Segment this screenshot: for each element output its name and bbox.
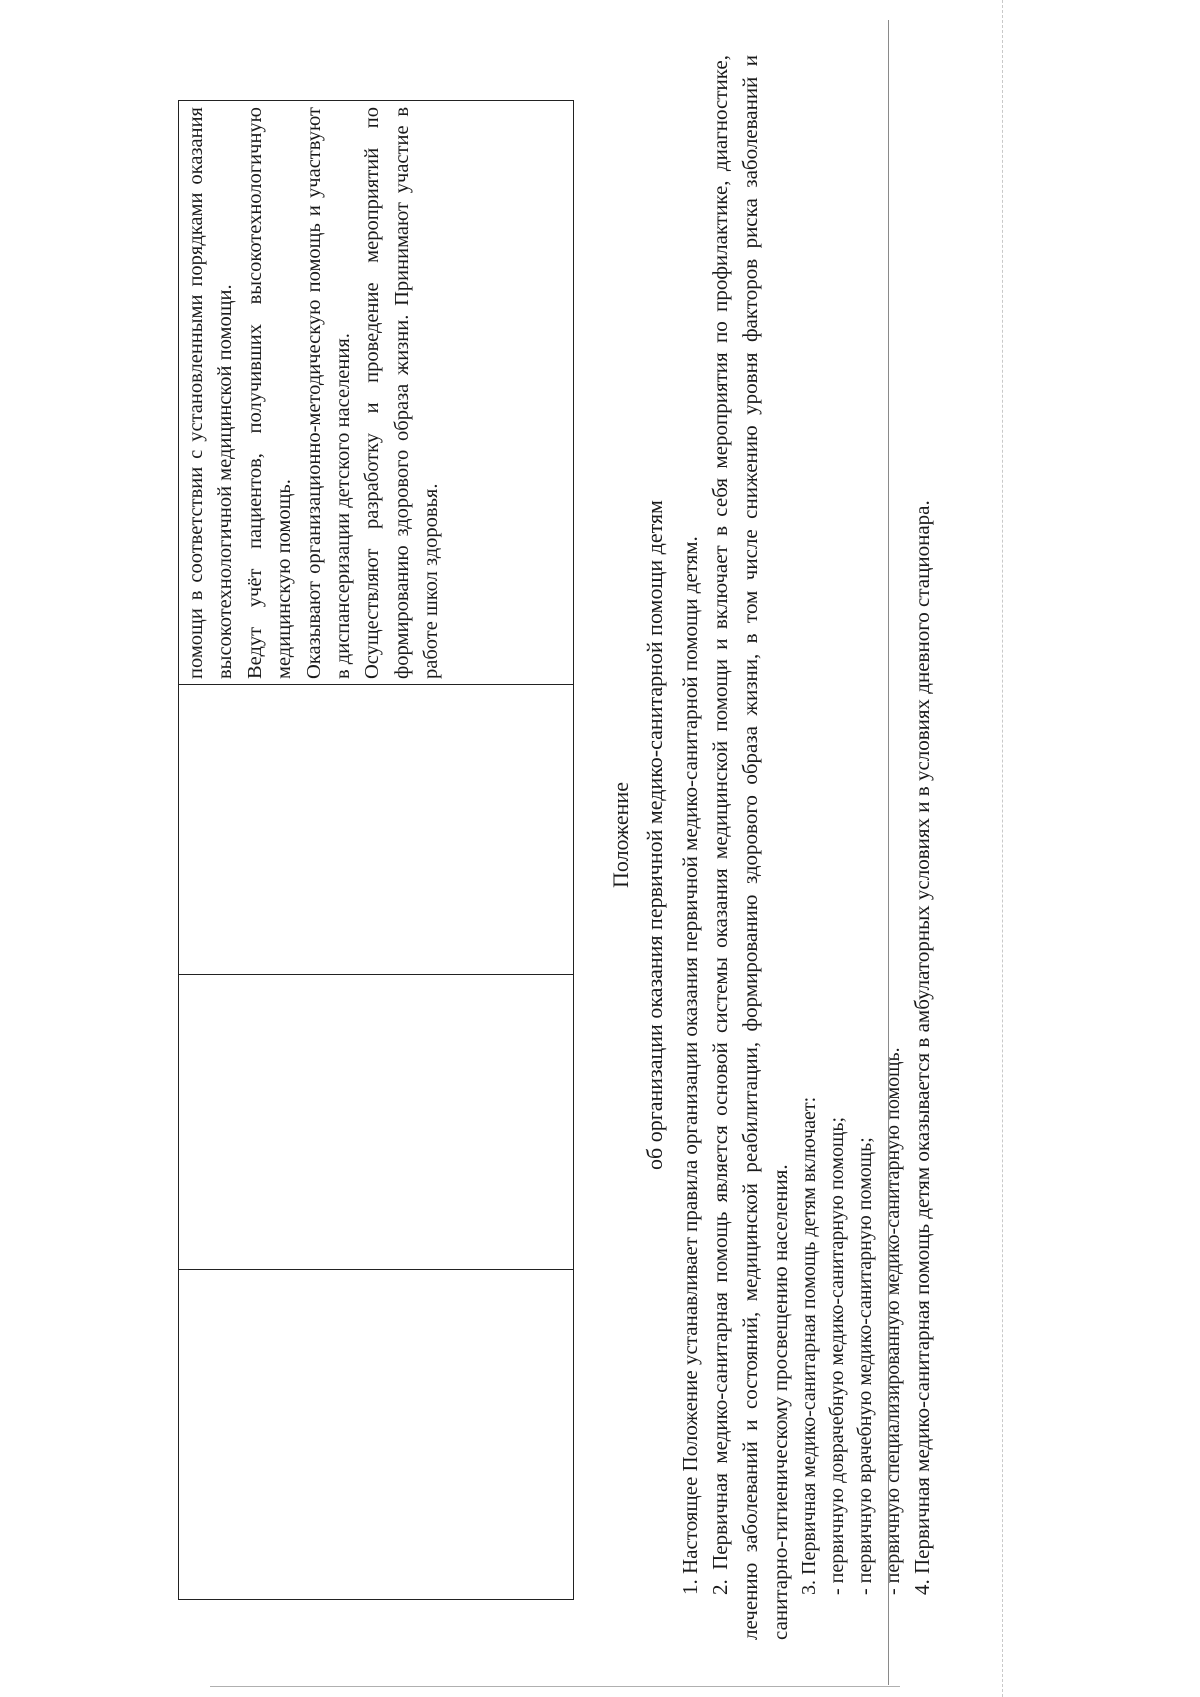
list-item: - первичную специализированную медико-санитарную помощь. xyxy=(882,1047,904,1595)
document-title: Положение xyxy=(608,782,633,889)
table-cell-text: Ведут учёт пациентов, получивших высокотехнологичную медицинскую помощь. xyxy=(243,107,296,679)
paragraph-2: 2. Первичная медико-санитарная помощь является основой системы оказания медицинской помощи и включает в себя мероприятия по профилактике, диагностике, лечению заболеваний и состояний, медицинской реабилитации, формированию здорового образа жизни, в том числе снижению уровня факторов риска заболеваний и санитарно-гигиеническому просвещению населения. xyxy=(708,55,792,1640)
list-item: - первичную доврачебную медико-санитарную помощь; xyxy=(826,1116,848,1595)
paragraph-3: 3. Первичная медико-санитарная помощь детям включает: xyxy=(798,1096,820,1595)
table-cell-empty-2 xyxy=(179,974,573,1269)
list-item: - первичную врачебную медико-санитарную помощь; xyxy=(854,1137,876,1595)
scan-artifact-dashed-line xyxy=(1002,0,1003,1697)
document-body xyxy=(675,55,937,1640)
table-cell-empty-1 xyxy=(179,1269,573,1599)
table-cell-empty-3 xyxy=(179,684,573,974)
table-cell-text: Оказывают организационно-методическую помощь и участвуют в диспансеризации детского населения. xyxy=(302,107,355,679)
scan-artifact-horizontal-line xyxy=(210,1686,900,1687)
document-heading xyxy=(604,30,672,1640)
rotated-page-content xyxy=(0,55,1000,1640)
document-table xyxy=(178,100,574,1600)
table-cell-text: помощи в соответствии с установленными порядками оказания высокотехнологичной медицинской помощи. xyxy=(185,107,237,679)
table-cell-text: Осуществляют разработку и проведение мероприятий по формированию здорового образа жизни. Принимают участие в работе школ здоровья. xyxy=(361,107,443,679)
paragraph-4: 4. Первичная медико-санитарная помощь детям оказывается в амбулаторных условиях и в условиях дневного стационара. xyxy=(910,500,934,1595)
document-subtitle: об организации оказания первичной медико-санитарной помощи детям xyxy=(642,500,667,1170)
paragraph-1: 1. Настоящее Положение устанавливает правила организации оказания первичной медико-санитарной помощи детям. xyxy=(678,536,702,1595)
table-cell-duties xyxy=(179,101,573,684)
